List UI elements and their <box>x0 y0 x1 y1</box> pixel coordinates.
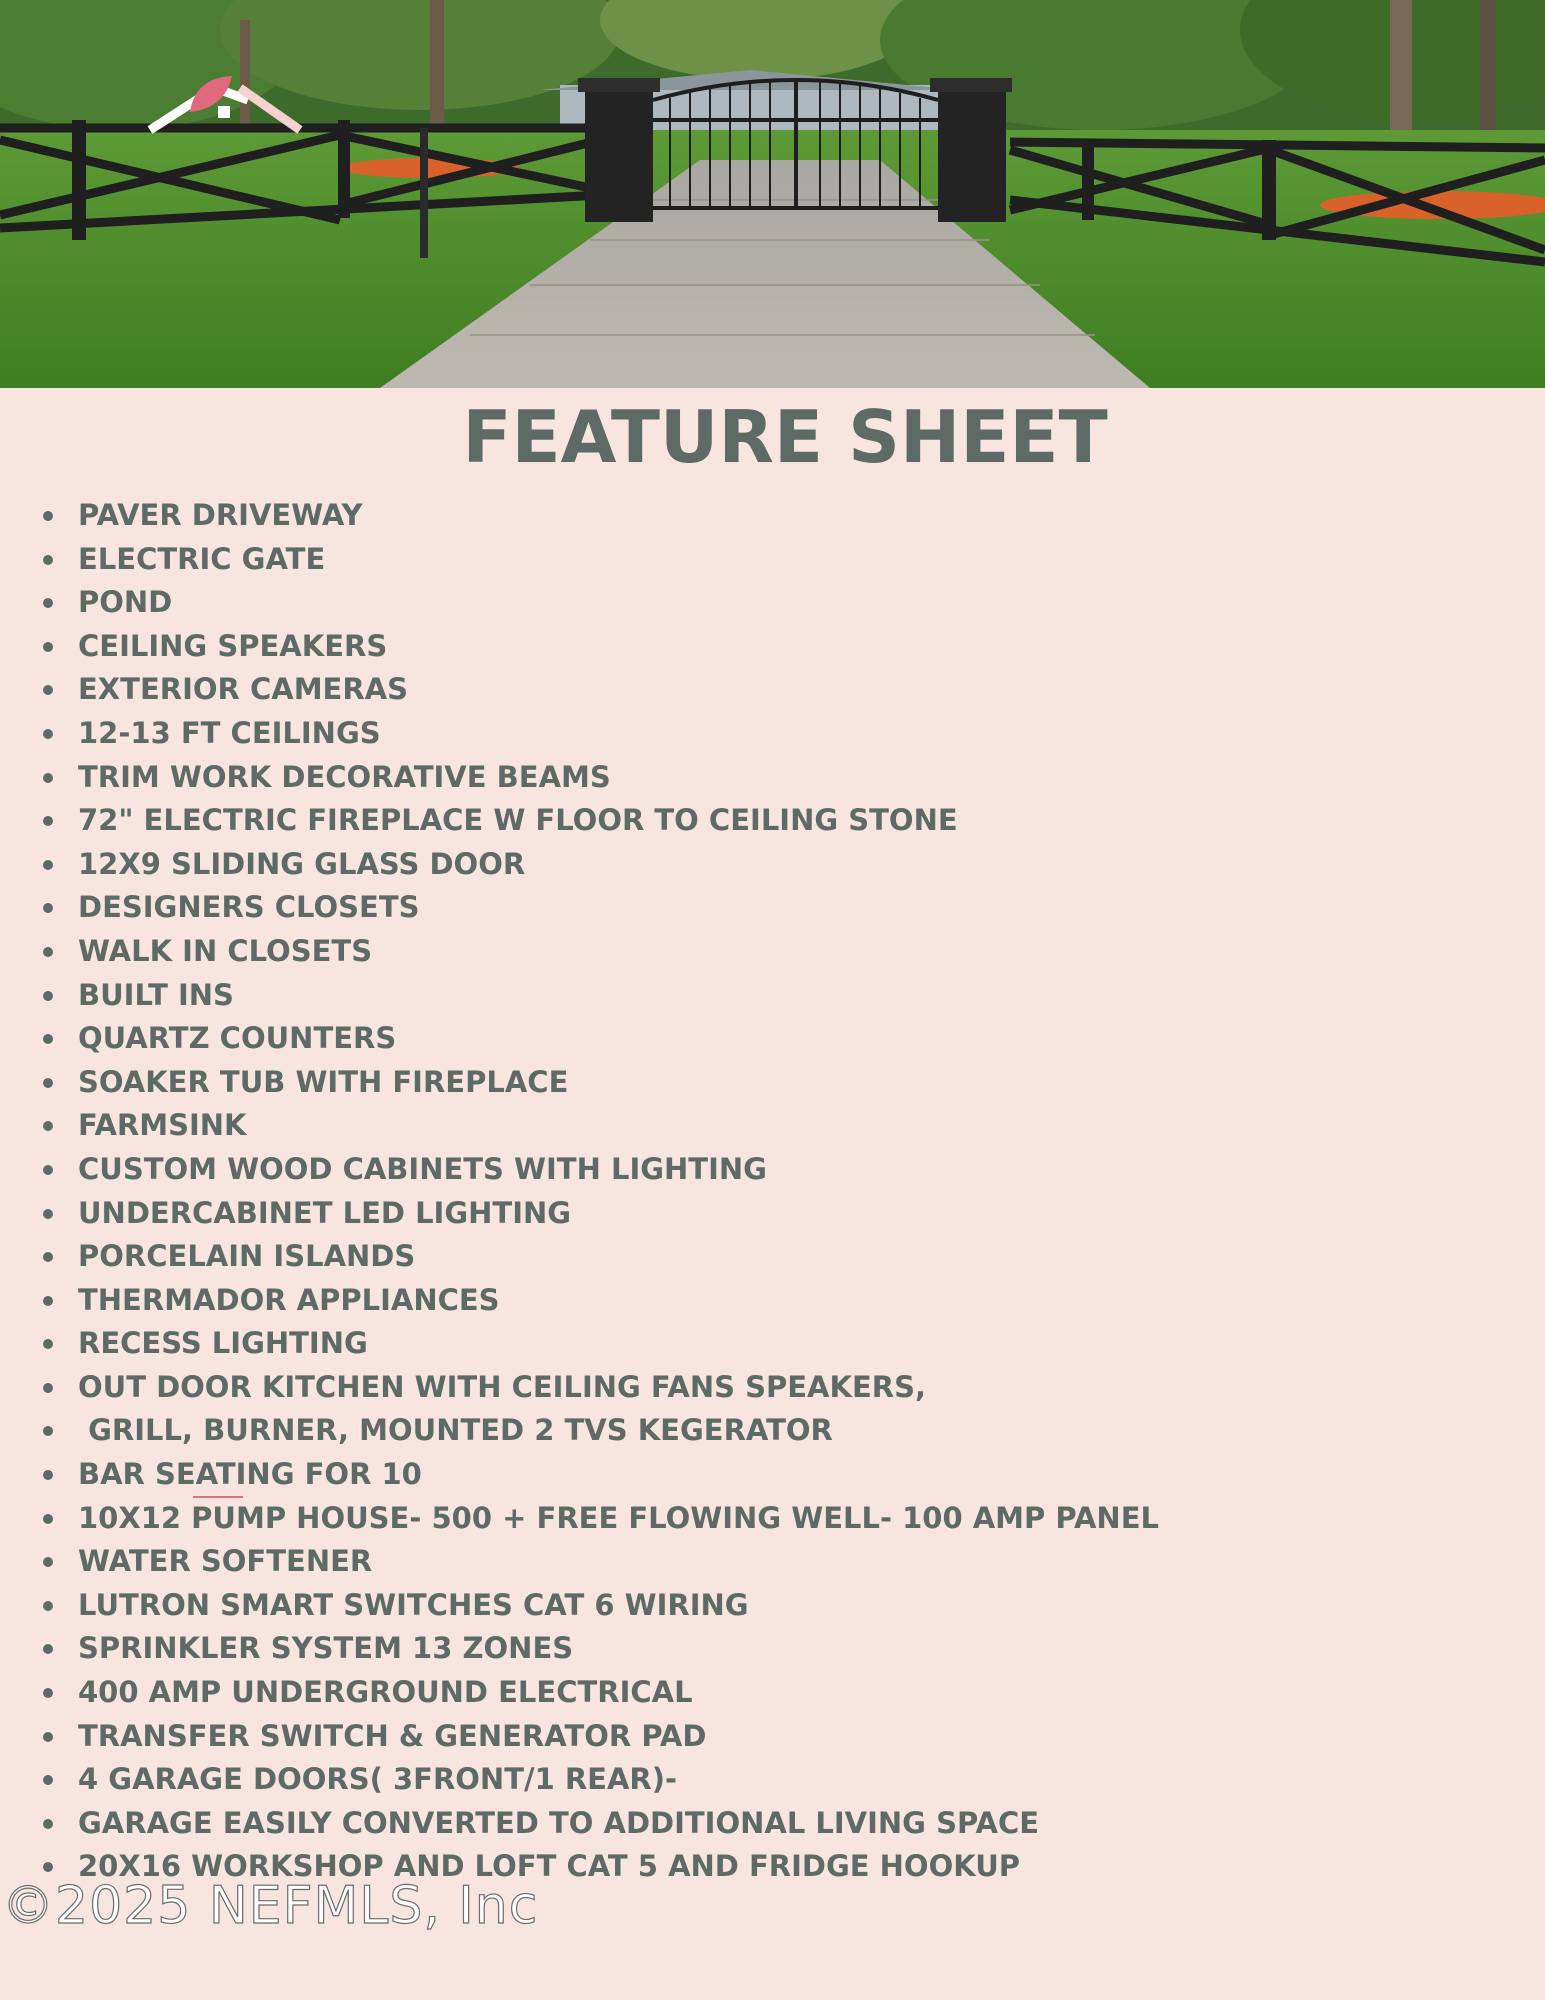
feature-text: GRILL, BURNER, MOUNTED 2 TVS KEGERATOR <box>78 1413 833 1448</box>
feature-text: TRIM WORK DECORATIVE BEAMS <box>78 759 611 794</box>
feature-text: THERMADOR APPLIANCES <box>78 1282 500 1317</box>
bullet-icon <box>43 1034 53 1044</box>
bullet-icon <box>43 1470 53 1480</box>
feature-text: SPRINKLER SYSTEM 13 ZONES <box>78 1631 574 1666</box>
feature-text: OUT DOOR KITCHEN WITH CEILING FANS SPEAKERS, <box>78 1369 926 1404</box>
feature-text: BAR SEATING FOR 10 <box>78 1457 422 1492</box>
bullet-icon <box>43 1862 53 1872</box>
bullet-icon <box>43 1514 53 1524</box>
feature-item <box>38 843 1159 887</box>
feature-item <box>38 1104 1159 1148</box>
bullet-icon <box>43 1688 53 1698</box>
bullet-icon <box>43 1339 53 1349</box>
feature-text: ELECTRIC GATE <box>78 541 326 576</box>
feature-item <box>38 1279 1159 1323</box>
feature-item <box>38 494 1159 538</box>
bullet-icon <box>43 1209 53 1219</box>
bullet-icon <box>43 1426 53 1436</box>
feature-text: WATER SOFTENER <box>78 1544 373 1579</box>
feature-text: BUILT INS <box>78 977 234 1012</box>
bullet-icon <box>43 860 53 870</box>
feature-item <box>38 712 1159 756</box>
feature-item <box>38 1366 1159 1410</box>
feature-text: 12X9 SLIDING GLASS DOOR <box>78 846 526 881</box>
feature-item <box>38 625 1159 669</box>
bullet-icon <box>43 729 53 739</box>
feature-item <box>38 1192 1159 1236</box>
bullet-icon <box>43 642 53 652</box>
feature-text: 72" ELECTRIC FIREPLACE W FLOOR TO CEILING STONE <box>78 803 958 838</box>
bullet-icon <box>43 685 53 695</box>
feature-text: EXTERIOR CAMERAS <box>78 672 409 707</box>
bullet-icon <box>43 1601 53 1611</box>
bullet-icon <box>43 947 53 957</box>
bullet-icon <box>43 1165 53 1175</box>
feature-item <box>38 1671 1159 1715</box>
hero-image <box>0 0 1545 388</box>
feature-item <box>38 1235 1159 1279</box>
feature-text: 10X12 PUMP HOUSE- 500 + FREE FLOWING WELL- 100 AMP PANEL <box>78 1500 1159 1535</box>
feature-item <box>38 1627 1159 1671</box>
bullet-icon <box>43 1078 53 1088</box>
bullet-icon <box>43 1644 53 1654</box>
feature-text: GARAGE EASILY CONVERTED TO ADDITIONAL LIVING SPACE <box>78 1805 1040 1840</box>
feature-item <box>38 668 1159 712</box>
bullet-icon <box>43 1775 53 1785</box>
feature-item <box>38 756 1159 800</box>
bullet-icon <box>43 598 53 608</box>
feature-text: CEILING SPEAKERS <box>78 628 388 663</box>
bullet-icon <box>43 1557 53 1567</box>
feature-text: QUARTZ COUNTERS <box>78 1021 397 1056</box>
feature-item <box>38 1802 1159 1846</box>
feature-text: UNDERCABINET LED LIGHTING <box>78 1195 572 1230</box>
feature-text: 400 AMP UNDERGROUND ELECTRICAL <box>78 1675 693 1710</box>
bullet-icon <box>43 1819 53 1829</box>
feature-item <box>38 799 1159 843</box>
feature-item <box>38 1453 1159 1497</box>
bullet-icon <box>43 816 53 826</box>
feature-item <box>38 1322 1159 1366</box>
feature-item <box>38 538 1159 582</box>
bullet-icon <box>43 1296 53 1306</box>
feature-text: PORCELAIN ISLANDS <box>78 1239 416 1274</box>
feature-text: CUSTOM WOOD CABINETS WITH LIGHTING <box>78 1151 767 1186</box>
bullet-icon <box>43 1252 53 1262</box>
feature-text: FARMSINK <box>78 1108 247 1143</box>
feature-text: SOAKER TUB WITH FIREPLACE <box>78 1064 569 1099</box>
bullet-icon <box>43 1732 53 1742</box>
feature-text: TRANSFER SWITCH & GENERATOR PAD <box>78 1718 707 1753</box>
feature-text: 4 GARAGE DOORS( 3FRONT/1 REAR)- <box>78 1762 678 1797</box>
feature-text: PAVER DRIVEWAY <box>78 498 363 532</box>
feature-item <box>38 1017 1159 1061</box>
feature-item <box>38 886 1159 930</box>
feature-item <box>38 1584 1159 1628</box>
feature-item <box>38 930 1159 974</box>
feature-text: 20X16 WORKSHOP AND LOFT CAT 5 AND FRIDGE HOOKUP <box>78 1849 1021 1884</box>
bullet-icon <box>43 1383 53 1393</box>
feature-text: DESIGNERS CLOSETS <box>78 890 420 925</box>
bullet-icon <box>43 555 53 565</box>
page-title: FEATURE SHEET <box>462 395 1108 479</box>
feature-item <box>38 1148 1159 1192</box>
feature-item <box>38 1758 1159 1802</box>
driveway-gate-photo <box>0 0 1545 388</box>
bullet-icon <box>43 773 53 783</box>
feature-text: 12-13 FT CEILINGS <box>78 715 381 750</box>
feature-item <box>38 581 1159 625</box>
feature-item <box>38 1061 1159 1105</box>
bullet-icon <box>43 1121 53 1131</box>
feature-text: RECESS LIGHTING <box>78 1326 368 1361</box>
feature-text: POND <box>78 585 173 620</box>
feature-item <box>38 1497 1159 1541</box>
copyright-watermark: ©2025 NEFMLS, Inc <box>2 1876 539 1936</box>
feature-item <box>38 1540 1159 1584</box>
feature-item <box>38 1409 1159 1453</box>
accent-underline <box>193 1496 243 1498</box>
bullet-icon <box>43 903 53 913</box>
bullet-icon <box>43 511 53 521</box>
feature-text: WALK IN CLOSETS <box>78 933 373 968</box>
feature-text: LUTRON SMART SWITCHES CAT 6 WIRING <box>78 1587 749 1622</box>
feature-item <box>38 1715 1159 1759</box>
bullet-icon <box>43 991 53 1001</box>
feature-item <box>38 974 1159 1018</box>
feature-list <box>38 494 1159 1889</box>
